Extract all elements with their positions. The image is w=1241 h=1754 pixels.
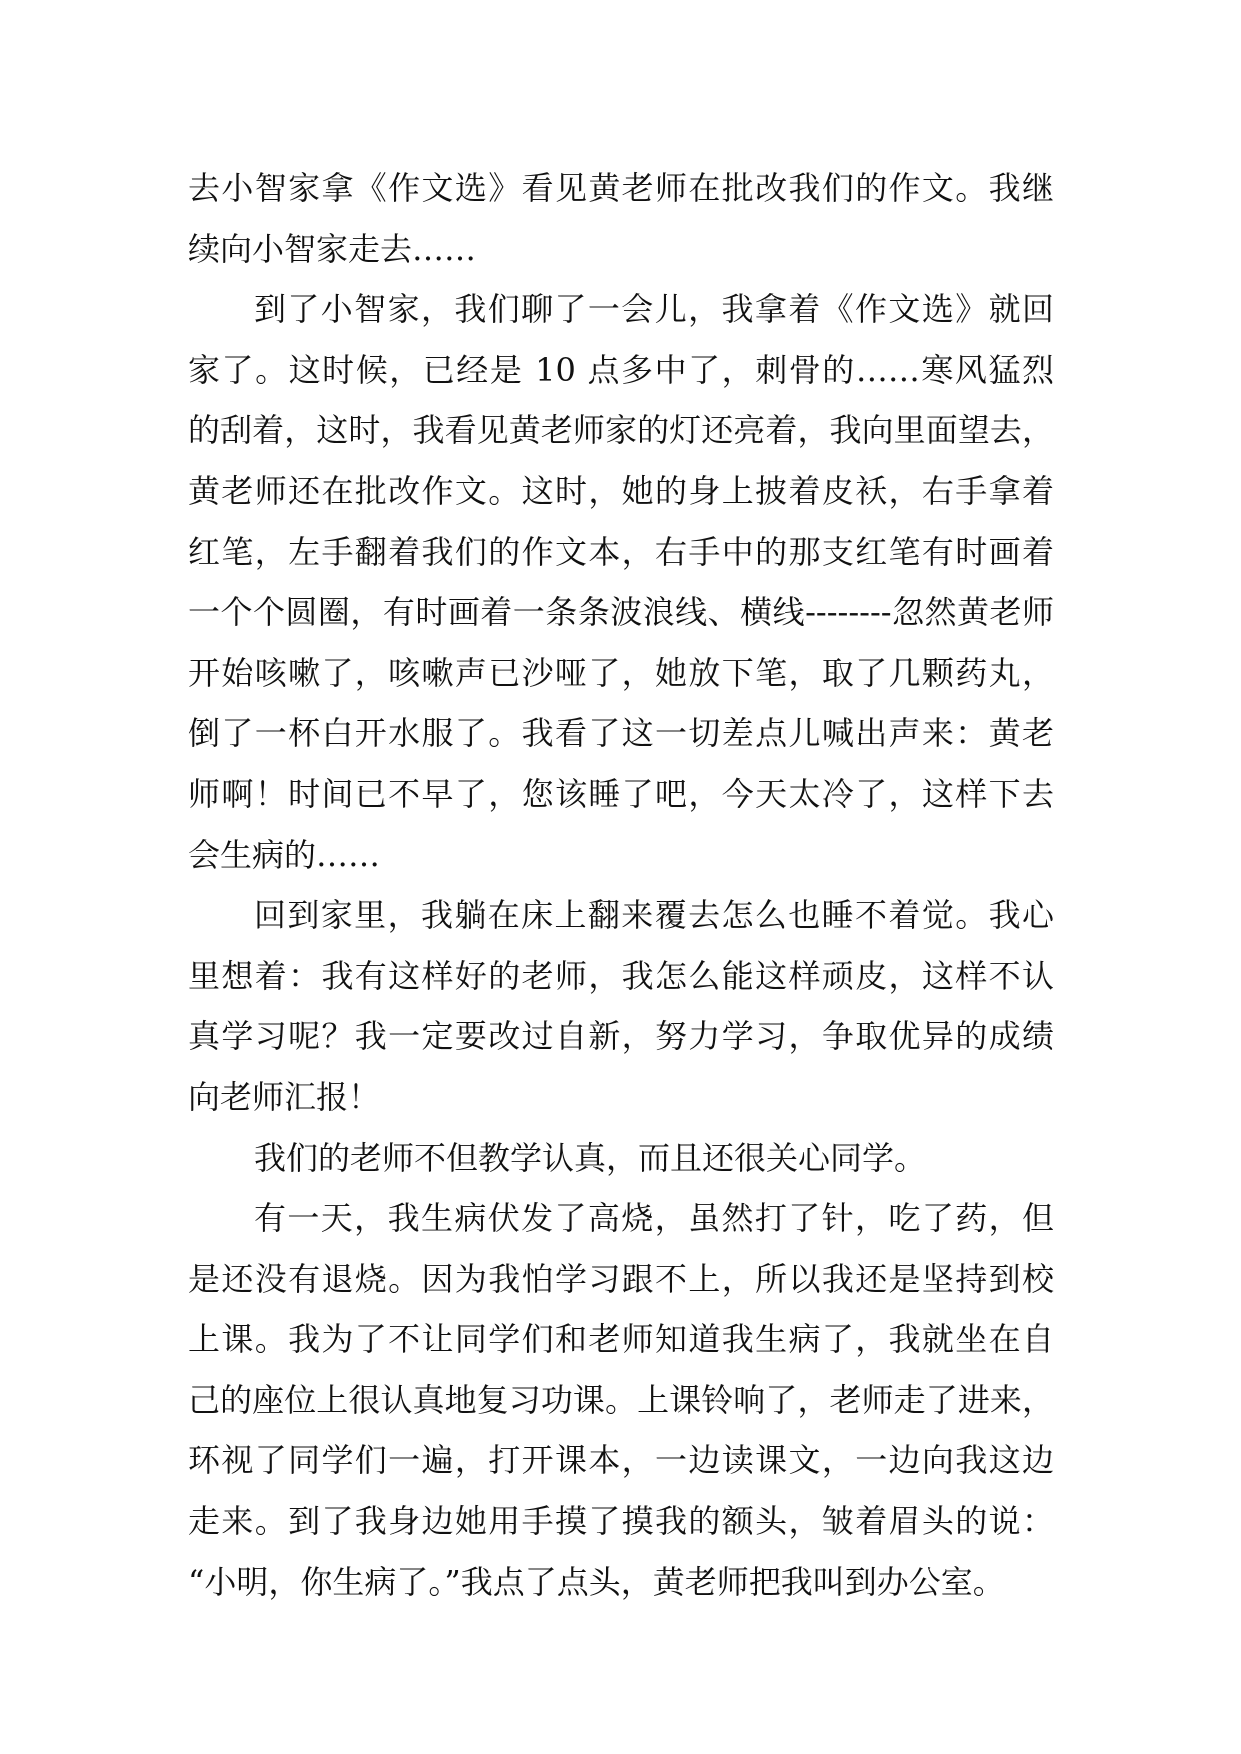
text-line: 的刮着，这时，我看见黄老师家的灯还亮着，我向里面望去，	[188, 411, 1054, 450]
text-line: 家了。这时候，已经是 10 点多中了，刺骨的……寒风猛烈	[188, 350, 1054, 389]
text-line: 真学习呢？我一定要改过自新，努力学习，争取优异的成绩	[188, 1017, 1054, 1056]
text-line: 去小智家拿《作文选》看见黄老师在批改我们的作文。我继	[188, 169, 1054, 207]
text-line: 环视了同学们一遍，打开课本，一边读课文，一边向我这边	[188, 1441, 1054, 1480]
text-line: “小明，你生病了。”我点了点头，黄老师把我叫到办公室。	[188, 1562, 1005, 1601]
text-line: 到了小智家，我们聊了一会儿，我拿着《作文选》就回	[254, 290, 1054, 329]
text-line: 我们的老师不但教学认真，而且还很关心同学。	[254, 1138, 927, 1177]
text-line: 回到家里，我躺在床上翻来覆去怎么也睡不着觉。我心	[254, 896, 1054, 935]
text-line: 里想着：我有这样好的老师，我怎么能这样顽皮，这样不认	[188, 956, 1054, 995]
paragraph	[188, 885, 1054, 1127]
text-line: 是还没有退烧。因为我怕学习跟不上，所以我还是坚持到校	[188, 1259, 1054, 1298]
text-line: 续向小智家走去……	[188, 229, 477, 268]
text-line: 上课。我为了不让同学们和老师知道我生病了，我就坐在自	[188, 1320, 1054, 1359]
text-line: 有一天，我生病伏发了高烧，虽然打了针，吃了药，但	[254, 1199, 1054, 1238]
text-line: 会生病的……	[188, 835, 381, 874]
body-text	[188, 158, 1054, 1612]
text-line: 红笔，左手翻着我们的作文本，右手中的那支红笔有时画着	[188, 532, 1054, 571]
paragraph	[188, 158, 1054, 279]
paragraph	[188, 279, 1054, 885]
text-line: 师啊！时间已不早了，您该睡了吧，今天太冷了，这样下去	[188, 774, 1054, 813]
text-line: 开始咳嗽了，咳嗽声已沙哑了，她放下笔，取了几颗药丸，	[188, 653, 1054, 692]
text-line: 走来。到了我身边她用手摸了摸我的额头，皱着眉头的说：	[188, 1502, 1054, 1541]
text-line: 黄老师还在批改作文。这时，她的身上披着皮袄，右手拿着	[188, 471, 1054, 510]
text-line: 己的座位上很认真地复习功课。上课铃响了，老师走了进来，	[188, 1380, 1054, 1419]
text-line: 一个个圆圈，有时画着一条条波浪线、横线--------忽然黄老师	[188, 593, 1054, 632]
paragraph	[188, 1128, 1054, 1189]
text-line: 倒了一杯白开水服了。我看了这一切差点儿喊出声来：黄老	[188, 714, 1054, 753]
text-line: 向老师汇报！	[188, 1077, 381, 1116]
paragraph	[188, 1188, 1054, 1612]
